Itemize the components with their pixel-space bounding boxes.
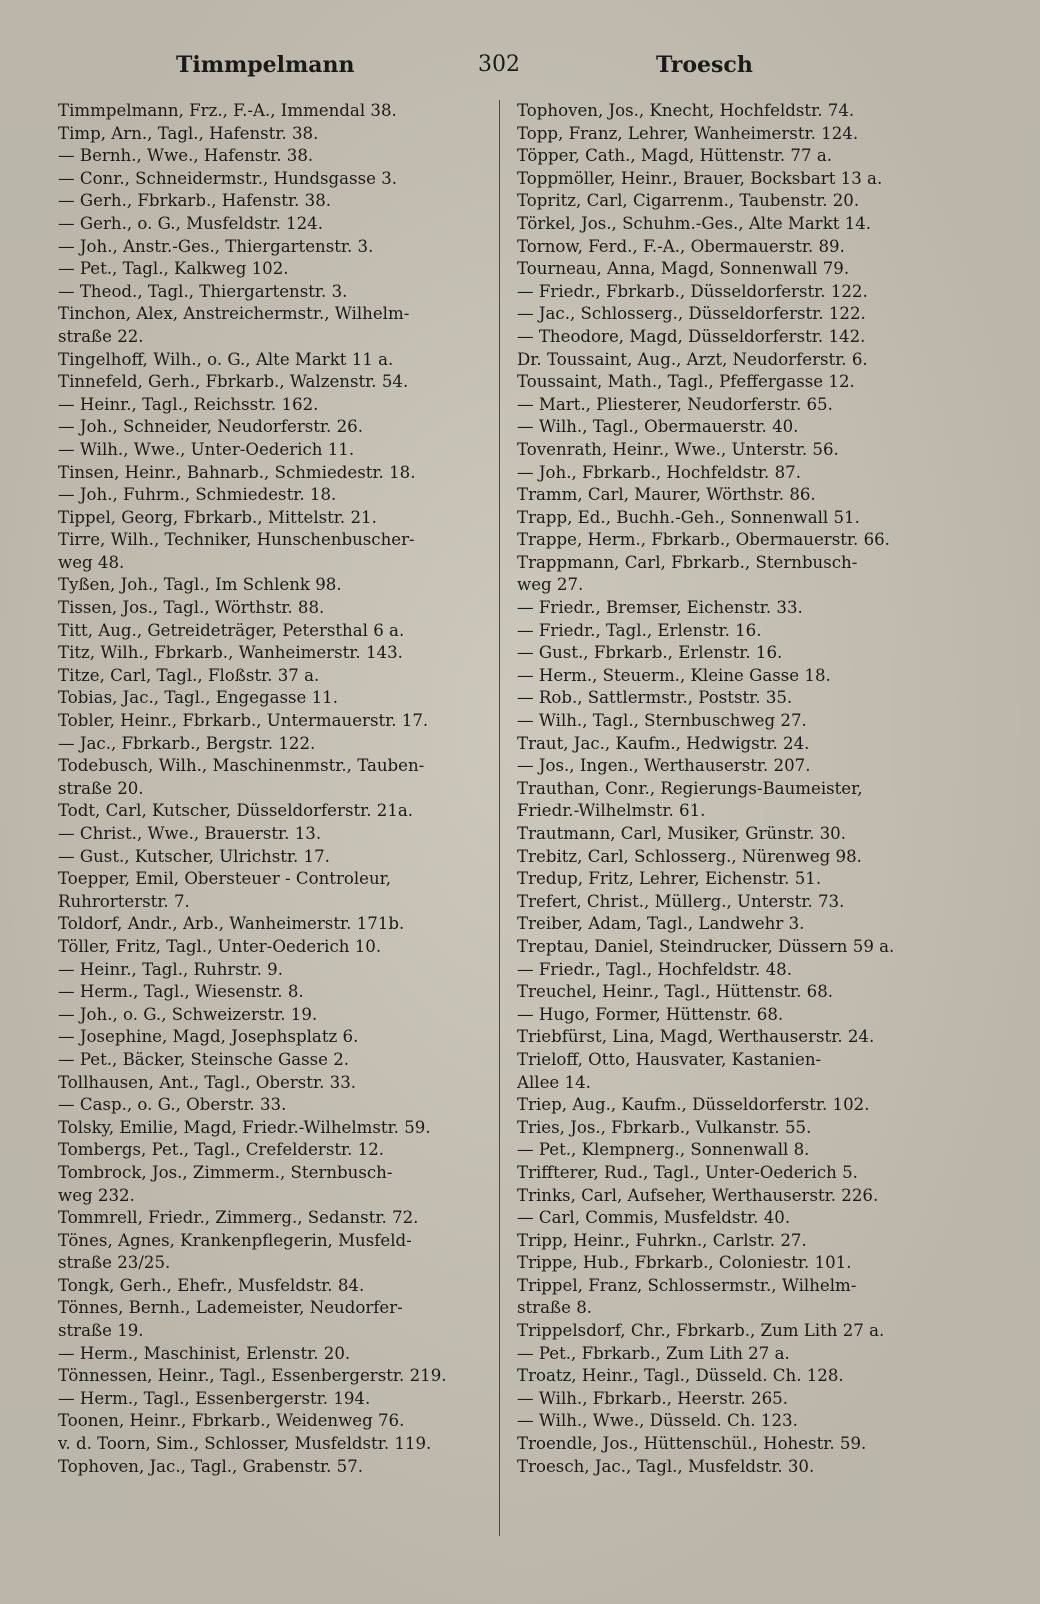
directory-entry: weg 48. xyxy=(58,552,125,572)
directory-entry: Titze, Carl, Tagl., Floßstr. 37 a. xyxy=(58,665,320,685)
directory-entry: Titz, Wilh., Fbrkarb., Wanheimerstr. 143. xyxy=(58,643,403,663)
left-column xyxy=(58,100,498,1478)
column-divider xyxy=(499,100,500,1536)
directory-entry: Trappmann, Carl, Fbrkarb., Sternbusch- xyxy=(517,552,858,572)
directory-entry: Tinchon, Alex, Anstreichermstr., Wilhelm- xyxy=(58,304,410,324)
directory-entry: Troesch, Jac., Tagl., Musfeldstr. 30. xyxy=(517,1456,815,1476)
directory-entry: Titt, Aug., Getreideträger, Petersthal 6 a. xyxy=(58,620,405,640)
directory-entry: Tredup, Fritz, Lehrer, Eichenstr. 51. xyxy=(517,869,822,889)
directory-entry: Trebitz, Carl, Schlosserg., Nürenweg 98. xyxy=(517,846,862,866)
directory-entry: Trieloff, Otto, Hausvater, Kastanien- xyxy=(517,1049,822,1069)
directory-entry: Tirre, Wilh., Techniker, Hunschenbuscher- xyxy=(58,530,415,550)
directory-entry: Treiber, Adam, Tagl., Landwehr 3. xyxy=(517,914,805,934)
directory-entry: Tripp, Heinr., Fuhrkn., Carlstr. 27. xyxy=(517,1230,807,1250)
directory-entry: Topp, Franz, Lehrer, Wanheimerstr. 124. xyxy=(517,123,859,143)
directory-entry: Treptau, Daniel, Steindrucker, Düssern 59 a. xyxy=(517,936,895,956)
directory-entry: Tommrell, Friedr., Zimmerg., Sedanstr. 72. xyxy=(58,1208,419,1228)
directory-entry: — Joh., Fuhrm., Schmiedestr. 18. xyxy=(58,485,337,505)
directory-entry: Toldorf, Andr., Arb., Wanheimerstr. 171b. xyxy=(58,914,405,934)
directory-entry: Tongk, Gerh., Ehefr., Musfeldstr. 84. xyxy=(58,1275,365,1295)
directory-entry: straße 20. xyxy=(58,778,144,798)
directory-entry: — Pet., Tagl., Kalkweg 102. xyxy=(58,259,289,279)
directory-entry: straße 22. xyxy=(58,326,144,346)
directory-entry: — Carl, Commis, Musfeldstr. 40. xyxy=(517,1208,791,1228)
directory-entry: Traut, Jac., Kaufm., Hedwigstr. 24. xyxy=(517,733,810,753)
directory-entry: — Friedr., Fbrkarb., Düsseldorferstr. 122. xyxy=(517,281,868,301)
directory-entry: — Hugo, Former, Hüttenstr. 68. xyxy=(517,1004,784,1024)
directory-entry: straße 23/25. xyxy=(58,1253,171,1273)
directory-entry: — Josephine, Magd, Josephsplatz 6. xyxy=(58,1027,359,1047)
directory-entry: Töpper, Cath., Magd, Hüttenstr. 77 a. xyxy=(517,146,832,166)
directory-entry: — Herm., Steuerm., Kleine Gasse 18. xyxy=(517,665,831,685)
directory-entry: — Gerh., Fbrkarb., Hafenstr. 38. xyxy=(58,191,332,211)
directory-entry: — Jac., Schlosserg., Düsseldorferstr. 122. xyxy=(517,304,866,324)
right-column xyxy=(517,100,957,1478)
directory-entry: Tramm, Carl, Maurer, Wörthstr. 86. xyxy=(517,485,816,505)
directory-entry: — Gerh., o. G., Musfeldstr. 124. xyxy=(58,213,323,233)
directory-entry: Triep, Aug., Kaufm., Düsseldorferstr. 102. xyxy=(517,1095,870,1115)
directory-entry: — Joh., o. G., Schweizerstr. 19. xyxy=(58,1004,318,1024)
directory-entry: v. d. Toorn, Sim., Schlosser, Musfeldstr. 119. xyxy=(58,1434,432,1454)
directory-entry: Toppmöller, Heinr., Brauer, Bocksbart 13 a. xyxy=(517,168,883,188)
directory-entry: — Conr., Schneidermstr., Hundsgasse 3. xyxy=(58,168,398,188)
directory-entry: Töller, Fritz, Tagl., Unter-Oederich 10. xyxy=(58,936,382,956)
directory-entry: Triebfürst, Lina, Magd, Werthauserstr. 24. xyxy=(517,1027,875,1047)
directory-entry: — Herm., Tagl., Wiesenstr. 8. xyxy=(58,982,304,1002)
directory-entry: Timmpelmann, Frz., F.-A., Immendal 38. xyxy=(58,101,397,120)
directory-entry: Trauthan, Conr., Regierungs-Baumeister, xyxy=(517,778,863,798)
directory-entry: Dr. Toussaint, Aug., Arzt, Neudorferstr. 6. xyxy=(517,349,868,369)
directory-entry: — Theodore, Magd, Düsseldorferstr. 142. xyxy=(517,326,866,346)
directory-entry: Timp, Arn., Tagl., Hafenstr. 38. xyxy=(58,123,319,143)
directory-entry: Troatz, Heinr., Tagl., Düsseld. Ch. 128. xyxy=(517,1366,844,1386)
directory-entry: Friedr.-Wilhelmstr. 61. xyxy=(517,801,706,821)
directory-entry: Tinsen, Heinr., Bahnarb., Schmiedestr. 18. xyxy=(58,462,416,482)
directory-entry: Tönnes, Bernh., Lademeister, Neudorfer- xyxy=(58,1298,403,1318)
directory-entry: Trippel, Franz, Schlossermstr., Wilhelm- xyxy=(517,1275,857,1295)
directory-entry: Toussaint, Math., Tagl., Pfeffergasse 12. xyxy=(517,372,855,392)
directory-entry: Tingelhoff, Wilh., o. G., Alte Markt 11 a. xyxy=(58,349,394,369)
header-left-keyword: Timmpelmann xyxy=(176,52,355,78)
directory-entry: Tries, Jos., Fbrkarb., Vulkanstr. 55. xyxy=(517,1117,812,1137)
directory-entry: — Wilh., Tagl., Obermauerstr. 40. xyxy=(517,417,799,437)
directory-entry: Törkel, Jos., Schuhm.-Ges., Alte Markt 14. xyxy=(517,213,872,233)
directory-entry: — Joh., Schneider, Neudorferstr. 26. xyxy=(58,417,363,437)
directory-entry: Tollhausen, Ant., Tagl., Oberstr. 33. xyxy=(58,1072,357,1092)
directory-entry: straße 8. xyxy=(517,1298,593,1318)
directory-entry: — Mart., Pliesterer, Neudorferstr. 65. xyxy=(517,394,833,414)
directory-entry: Tönnessen, Heinr., Tagl., Essenbergerstr. 219. xyxy=(58,1366,447,1386)
page-header xyxy=(60,52,1000,92)
directory-entry: Todebusch, Wilh., Maschinenmstr., Tauben- xyxy=(58,756,425,776)
directory-entry: Trappe, Herm., Fbrkarb., Obermauerstr. 66. xyxy=(517,530,890,550)
directory-entry: — Pet., Bäcker, Steinsche Gasse 2. xyxy=(58,1049,350,1069)
directory-entry: Trapp, Ed., Buchh.-Geh., Sonnenwall 51. xyxy=(517,507,860,527)
directory-entry: straße 19. xyxy=(58,1321,144,1341)
directory-entry: Tinnefeld, Gerh., Fbrkarb., Walzenstr. 54. xyxy=(58,372,409,392)
directory-entry: — Pet., Klempnerg., Sonnenwall 8. xyxy=(517,1140,810,1160)
directory-entry: — Heinr., Tagl., Ruhrstr. 9. xyxy=(58,959,283,979)
directory-entry: — Bernh., Wwe., Hafenstr. 38. xyxy=(58,146,314,166)
directory-entry: weg 232. xyxy=(58,1185,135,1205)
directory-entry: — Joh., Fbrkarb., Hochfeldstr. 87. xyxy=(517,462,801,482)
directory-entry: Allee 14. xyxy=(517,1072,591,1092)
directory-entry: — Herm., Maschinist, Erlenstr. 20. xyxy=(58,1343,351,1363)
directory-entry: Tovenrath, Heinr., Wwe., Unterstr. 56. xyxy=(517,439,839,459)
header-right-keyword: Troesch xyxy=(656,52,753,78)
directory-entry: — Friedr., Tagl., Hochfeldstr. 48. xyxy=(517,959,792,979)
directory-entry: Todt, Carl, Kutscher, Düsseldorferstr. 21a. xyxy=(58,801,414,821)
directory-entry: — Herm., Tagl., Essenbergerstr. 194. xyxy=(58,1388,371,1408)
directory-entry: weg 27. xyxy=(517,575,584,595)
directory-entry: Tolsky, Emilie, Magd, Friedr.-Wilhelmstr. 59. xyxy=(58,1117,431,1137)
directory-entry: Triffterer, Rud., Tagl., Unter-Oederich 5. xyxy=(517,1162,858,1182)
directory-entry: Toonen, Heinr., Fbrkarb., Weidenweg 76. xyxy=(58,1411,405,1431)
directory-entry: — Joh., Anstr.-Ges., Thiergartenstr. 3. xyxy=(58,236,374,256)
directory-entry: — Theod., Tagl., Thiergartenstr. 3. xyxy=(58,281,348,301)
directory-entry: Tissen, Jos., Tagl., Wörthstr. 88. xyxy=(58,598,325,618)
directory-entry: — Friedr., Tagl., Erlenstr. 16. xyxy=(517,620,762,640)
directory-entry: Ruhrorterstr. 7. xyxy=(58,891,190,911)
page-number: 302 xyxy=(478,52,520,77)
directory-entry: — Jac., Fbrkarb., Bergstr. 122. xyxy=(58,733,316,753)
directory-entry: — Jos., Ingen., Werthauserstr. 207. xyxy=(517,756,811,776)
directory-entry: Troendle, Jos., Hüttenschül., Hohestr. 59. xyxy=(517,1434,867,1454)
directory-entry: Trippe, Hub., Fbrkarb., Coloniestr. 101. xyxy=(517,1253,852,1273)
directory-entry: Tourneau, Anna, Magd, Sonnenwall 79. xyxy=(517,259,850,279)
directory-entry: — Heinr., Tagl., Reichsstr. 162. xyxy=(58,394,319,414)
directory-entry: Tobler, Heinr., Fbrkarb., Untermauerstr. 17. xyxy=(58,711,429,731)
directory-entry: Tobias, Jac., Tagl., Engegasse 11. xyxy=(58,688,339,708)
directory-entry: — Wilh., Wwe., Unter-Oederich 11. xyxy=(58,439,355,459)
directory-entry: — Wilh., Tagl., Sternbuschweg 27. xyxy=(517,711,807,731)
directory-entry: Tombergs, Pet., Tagl., Crefelderstr. 12. xyxy=(58,1140,385,1160)
directory-entry: — Friedr., Bremser, Eichenstr. 33. xyxy=(517,598,803,618)
directory-entry: Treuchel, Heinr., Tagl., Hüttenstr. 68. xyxy=(517,982,834,1002)
directory-entry: — Christ., Wwe., Brauerstr. 13. xyxy=(58,824,322,843)
directory-entry: Tönes, Agnes, Krankenpflegerin, Musfeld- xyxy=(58,1230,412,1250)
directory-entry: Tophoven, Jos., Knecht, Hochfeldstr. 74. xyxy=(517,101,855,120)
directory-entry: Tombrock, Jos., Zimmerm., Sternbusch- xyxy=(58,1162,393,1182)
directory-entry: — Wilh., Fbrkarb., Heerstr. 265. xyxy=(517,1388,788,1408)
directory-entry: Toepper, Emil, Obersteuer - Controleur, xyxy=(58,869,392,889)
directory-entry: — Pet., Fbrkarb., Zum Lith 27 a. xyxy=(517,1343,790,1363)
directory-entry: Tophoven, Jac., Tagl., Grabenstr. 57. xyxy=(58,1456,364,1476)
directory-entry: — Casp., o. G., Oberstr. 33. xyxy=(58,1095,287,1115)
directory-entry: — Gust., Kutscher, Ulrichstr. 17. xyxy=(58,846,330,866)
directory-entry: Tippel, Georg, Fbrkarb., Mittelstr. 21. xyxy=(58,507,377,527)
directory-entry: — Rob., Sattlermstr., Poststr. 35. xyxy=(517,688,793,708)
directory-entry: Tyßen, Joh., Tagl., Im Schlenk 98. xyxy=(58,575,342,595)
directory-entry: Topritz, Carl, Cigarrenm., Taubenstr. 20. xyxy=(517,191,860,211)
directory-entry: Trautmann, Carl, Musiker, Grünstr. 30. xyxy=(517,824,847,843)
directory-entry: — Wilh., Wwe., Düsseld. Ch. 123. xyxy=(517,1411,798,1431)
directory-entry: Tornow, Ferd., F.-A., Obermauerstr. 89. xyxy=(517,236,845,256)
directory-entry: Trippelsdorf, Chr., Fbrkarb., Zum Lith 27 a. xyxy=(517,1321,885,1341)
directory-entry: — Gust., Fbrkarb., Erlenstr. 16. xyxy=(517,643,783,663)
directory-entry: Trinks, Carl, Aufseher, Werthauserstr. 226. xyxy=(517,1185,879,1205)
directory-entry: Trefert, Christ., Müllerg., Unterstr. 73. xyxy=(517,891,845,911)
